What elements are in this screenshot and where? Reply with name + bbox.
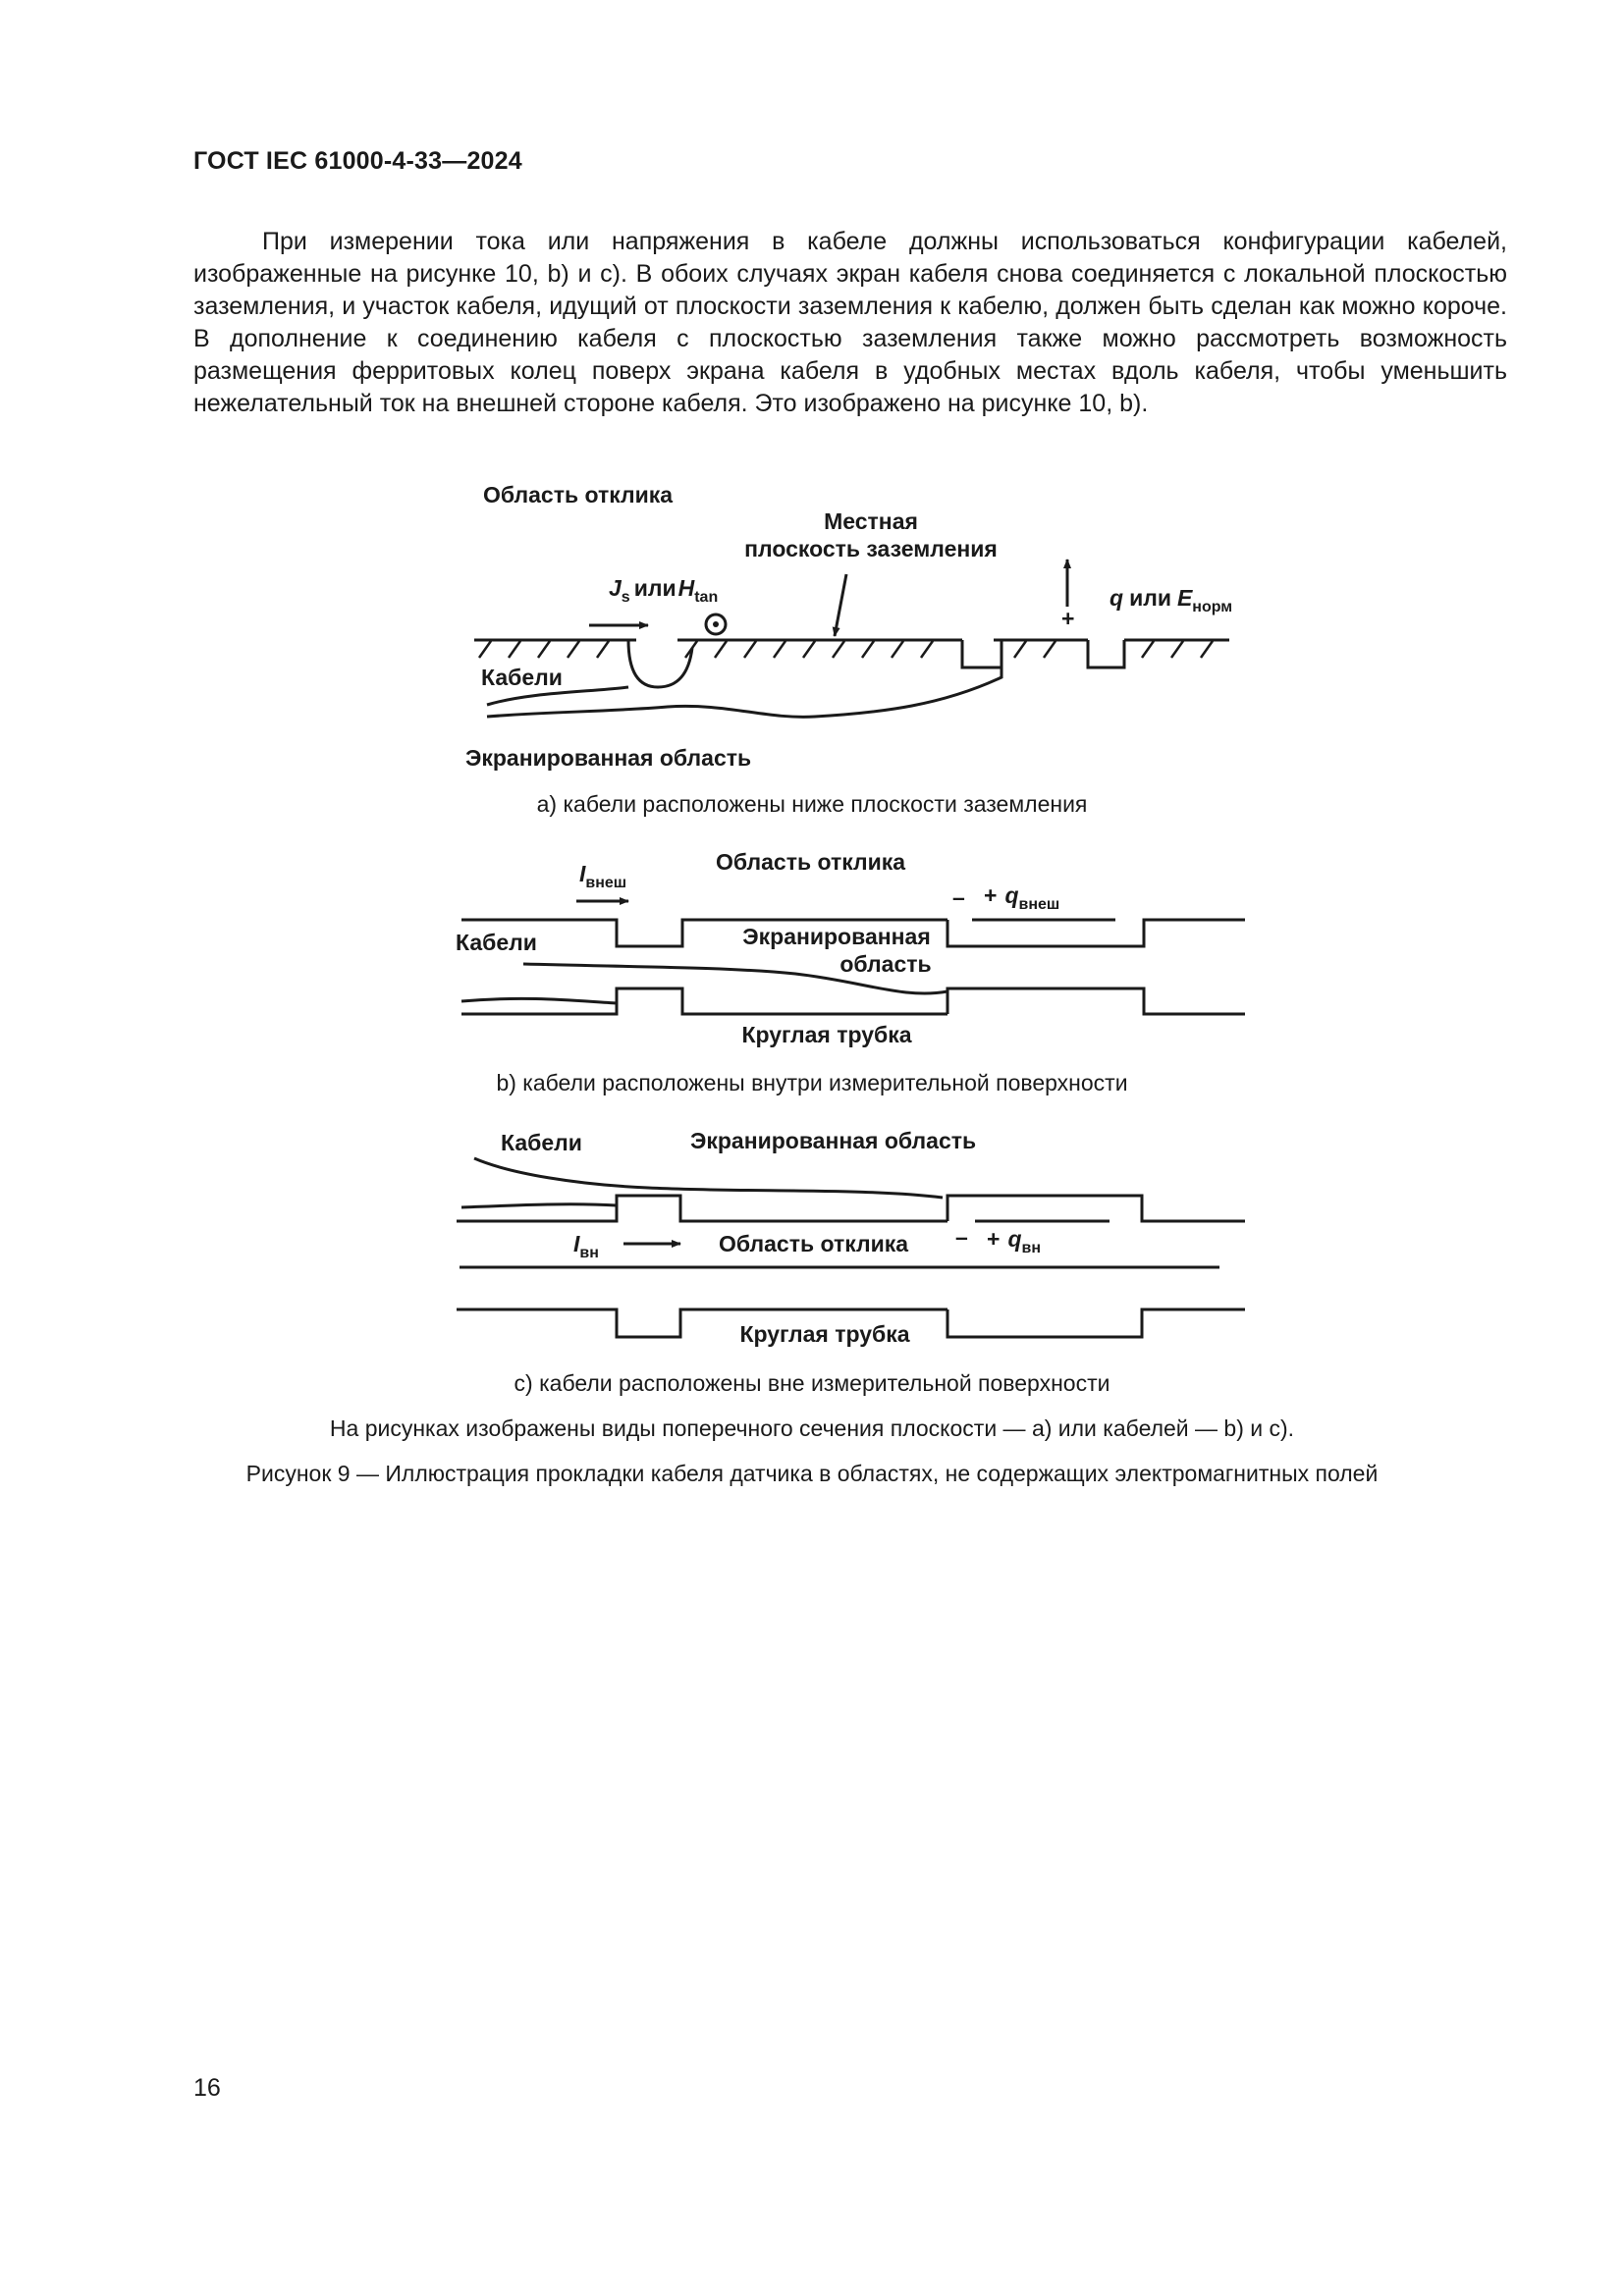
- ground-plane-notch: [1088, 640, 1124, 667]
- diagram-a: [474, 560, 1229, 717]
- a-local-plane-label-2: плоскость заземления: [744, 536, 998, 561]
- document-header: ГОСТ IEC 61000-4-33—2024: [193, 147, 522, 175]
- caption-c: c) кабели расположены вне измерительной поверхности: [514, 1370, 1110, 1396]
- ground-plane-notch: [962, 640, 1001, 667]
- tube-lower-wall: [461, 988, 947, 1014]
- a-plus-sign: +: [1061, 606, 1075, 631]
- c-minus-sign: –: [955, 1224, 968, 1250]
- cable-line: [461, 1204, 617, 1207]
- pointer-arrow: [835, 574, 846, 636]
- c-pipe-label: Круглая трубка: [739, 1321, 910, 1347]
- cable-line: [461, 998, 617, 1003]
- b-minus-sign: –: [952, 884, 965, 910]
- a-charge-label: q или Eнорм: [1110, 585, 1233, 615]
- c-charge-label: + qвн: [987, 1226, 1041, 1256]
- page-number: 16: [193, 2074, 221, 2102]
- c-cables-label: Кабели: [501, 1130, 582, 1155]
- a-current-label: Js илиHtan: [609, 575, 719, 606]
- cable-line: [474, 1158, 943, 1198]
- a-local-plane-label-1: Местная: [824, 508, 918, 534]
- b-current-label: Iвнеш: [579, 861, 627, 891]
- tube-upper-wall: [947, 920, 1245, 946]
- caption-b: b) кабели расположены внутри измерительной поверхности: [496, 1070, 1128, 1095]
- ground-plane-hatching: [479, 641, 1213, 658]
- b-charge-label: + qвнеш: [984, 882, 1060, 913]
- caption-a: a) кабели расположены ниже плоскости заземления: [536, 791, 1088, 817]
- tube-lower-wall: [947, 988, 1245, 1014]
- b-response-area-label: Область отклика: [716, 849, 906, 875]
- c-current-label: Iвн: [573, 1231, 599, 1261]
- c-response-area-label: Область отклика: [719, 1231, 909, 1256]
- b-cables-label: Кабели: [456, 930, 537, 955]
- figure-note: На рисунках изображены виды поперечного сечения плоскости — a) или кабелей — b) и c).: [329, 1415, 1295, 1441]
- a-shielded-area-label: Экранированная область: [465, 745, 752, 771]
- figure-title: Рисунок 9 — Иллюстрация прокладки кабеля датчика в областях, не содержащих электромагнитных полей: [245, 1461, 1379, 1486]
- cable-line: [487, 667, 1001, 717]
- c-shielded-area-label: Экранированная область: [690, 1128, 977, 1153]
- b-shielded-label-1: Экранированная: [742, 924, 931, 949]
- tube-lower-wall: [947, 1309, 1245, 1337]
- tube-upper-wall: [947, 1196, 1245, 1221]
- b-pipe-label: Круглая трубка: [741, 1022, 912, 1047]
- a-response-area-label: Область отклика: [483, 482, 674, 507]
- tube-upper-wall: [457, 1196, 947, 1221]
- cable-loop: [628, 640, 692, 687]
- b-shielded-label-2: область: [839, 951, 932, 977]
- a-cables-label: Кабели: [481, 665, 563, 690]
- body-paragraph: При измерении тока или напряжения в кабеле должны использоваться конфигурации кабелей, изображенные на рисунке 10, b) и c). В обоих случаях экран кабеля снова соединяется с локальной плоскостью заземления, и участок кабеля, идущий от плоскости заземления к кабелю, должен быть сделан как можно короче. В дополнение к соединению кабеля с плоскостью заземления также можно рассмотреть возможность размещения ферритовых колец поверх экрана кабеля в удобных местах вдоль кабеля, чтобы уменьшить нежелательный ток на внешней стороне кабеля. Это изображено на рисунке 10, b).: [193, 228, 1507, 417]
